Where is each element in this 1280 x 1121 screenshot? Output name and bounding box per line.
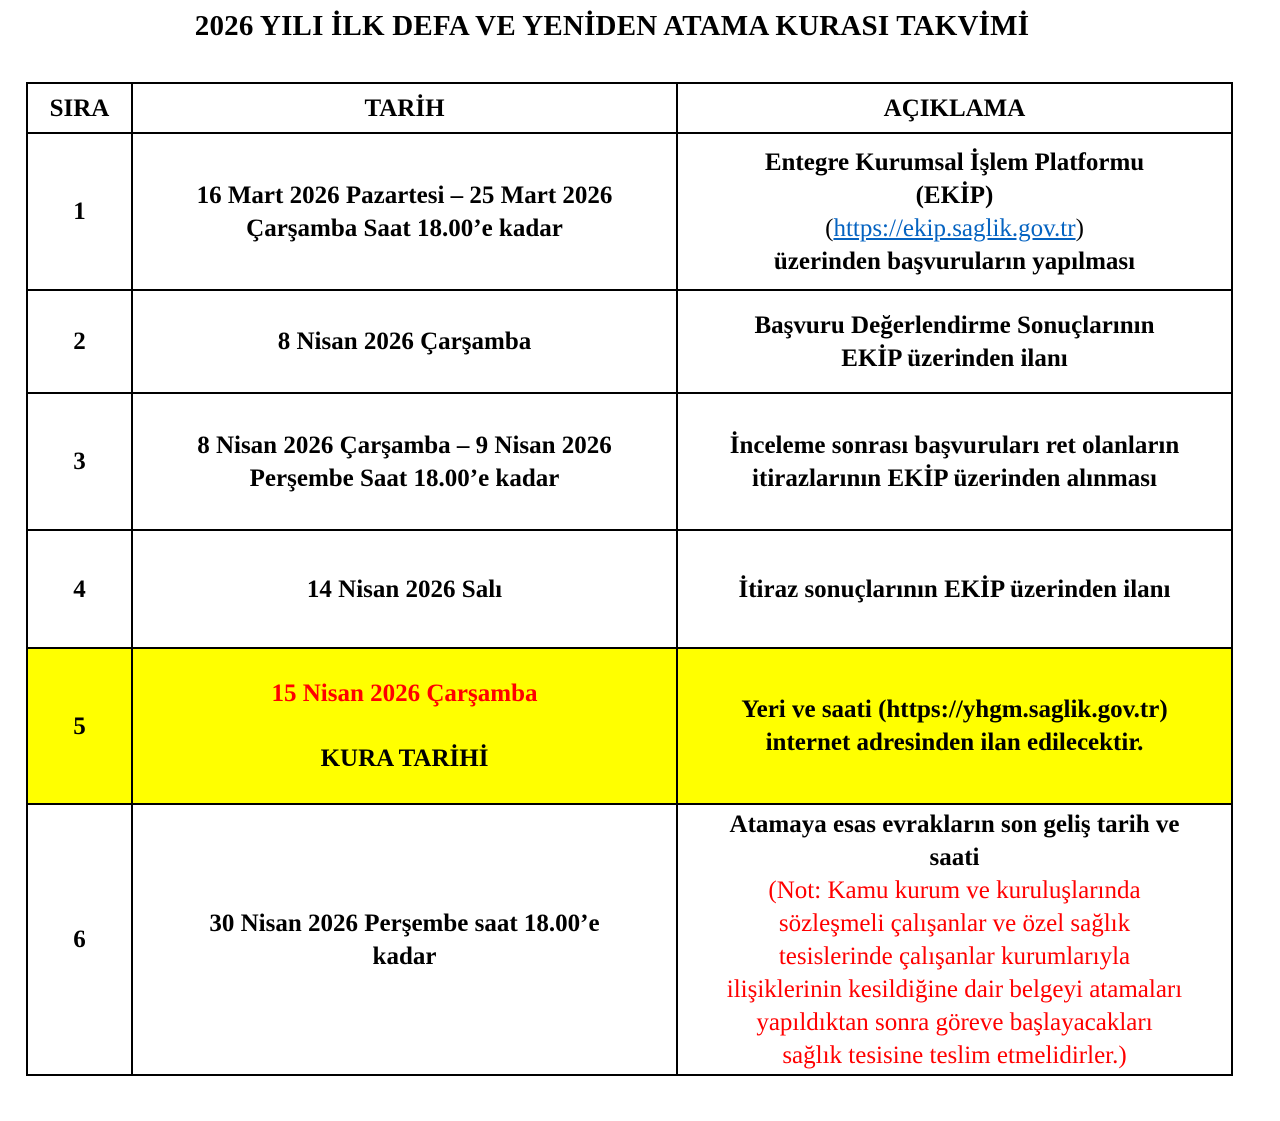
- document-title: 2026 YILI İLK DEFA VE YENİDEN ATAMA KURASI TAKVİMİ: [194, 10, 1030, 42]
- description-line: itirazlarının EKİP üzerinden alınması: [752, 464, 1157, 492]
- date-line: Çarşamba Saat 18.00’e kadar: [246, 214, 563, 242]
- row-number: 6: [27, 804, 132, 1075]
- row-description: [677, 804, 1232, 1075]
- row-number: 4: [27, 530, 132, 648]
- description-line: İnceleme sonrası başvuruları ret olanların: [729, 431, 1180, 459]
- description-line: Başvuru Değerlendirme Sonuçlarının: [754, 311, 1155, 339]
- paren-open: (: [825, 214, 834, 242]
- ekip-link[interactable]: https://ekip.saglik.gov.tr: [833, 214, 1076, 242]
- paren-close: ): [1075, 214, 1084, 242]
- row-description: [677, 648, 1232, 804]
- description-line: EKİP üzerinden ilanı: [841, 344, 1068, 372]
- note-line: yapıldıktan sonra göreve başlayacakları: [756, 1008, 1153, 1036]
- description-line: İtiraz sonuçlarının EKİP üzerinden ilanı: [738, 575, 1171, 603]
- kura-label: KURA TARİHİ: [320, 745, 489, 772]
- table-row: [27, 133, 1232, 290]
- date-line: 8 Nisan 2026 Çarşamba – 9 Nisan 2026: [197, 431, 612, 459]
- row-number: 5: [27, 648, 132, 804]
- date-line: 30 Nisan 2026 Perşembe saat 18.00’e: [209, 909, 600, 937]
- table-row: [27, 530, 1232, 648]
- kura-date: 15 Nisan 2026 Çarşamba: [271, 680, 538, 707]
- date-line: 16 Mart 2026 Pazartesi – 25 Mart 2026: [196, 181, 613, 209]
- date-line: 14 Nisan 2026 Salı: [306, 575, 503, 603]
- description-line: (EKİP): [915, 181, 994, 209]
- table-header-row: [27, 83, 1232, 133]
- row-date: [132, 804, 677, 1075]
- table-row: [27, 290, 1232, 393]
- note-line: sağlık tesisine teslim etmelidirler.): [782, 1041, 1127, 1069]
- description-line: Yeri ve saati (https://yhgm.saglik.gov.tr): [741, 696, 1168, 723]
- schedule-table: [26, 82, 1233, 1076]
- header-sira: SIRA: [27, 83, 132, 133]
- row-date: [132, 290, 677, 393]
- date-line: kadar: [372, 942, 437, 970]
- description-line: saati: [929, 843, 980, 871]
- description-line: Atamaya esas evrakların son geliş tarih ve: [729, 810, 1180, 838]
- row-number: 3: [27, 393, 132, 530]
- row-number: 2: [27, 290, 132, 393]
- row-description: [677, 530, 1232, 648]
- description-line: internet adresinden ilan edilecektir.: [765, 729, 1144, 756]
- spacer: [141, 710, 668, 742]
- note-line: tesislerinde çalışanlar kurumlarıyla: [778, 942, 1131, 970]
- note-line: ilişiklerinin kesildiğine dair belgeyi atamaları: [726, 975, 1183, 1003]
- description-line: üzerinden başvuruların yapılması: [773, 247, 1136, 275]
- date-line: Perşembe Saat 18.00’e kadar: [249, 464, 560, 492]
- table-row: [27, 393, 1232, 530]
- description-line: Entegre Kurumsal İşlem Platformu: [764, 148, 1145, 176]
- table-row: [27, 804, 1232, 1075]
- table-row-kura: [27, 648, 1232, 804]
- row-description: [677, 393, 1232, 530]
- header-tarih: TARİH: [132, 83, 677, 133]
- row-description: [677, 133, 1232, 290]
- note-line: sözleşmeli çalışanlar ve özel sağlık: [778, 909, 1131, 937]
- row-date: [132, 530, 677, 648]
- note-line: (Not: Kamu kurum ve kuruluşlarında: [768, 876, 1141, 904]
- date-line: 8 Nisan 2026 Çarşamba: [277, 328, 532, 355]
- row-date: [132, 133, 677, 290]
- row-date: [132, 648, 677, 804]
- row-date: [132, 393, 677, 530]
- row-description: [677, 290, 1232, 393]
- header-aciklama: AÇIKLAMA: [677, 83, 1232, 133]
- row-number: 1: [27, 133, 132, 290]
